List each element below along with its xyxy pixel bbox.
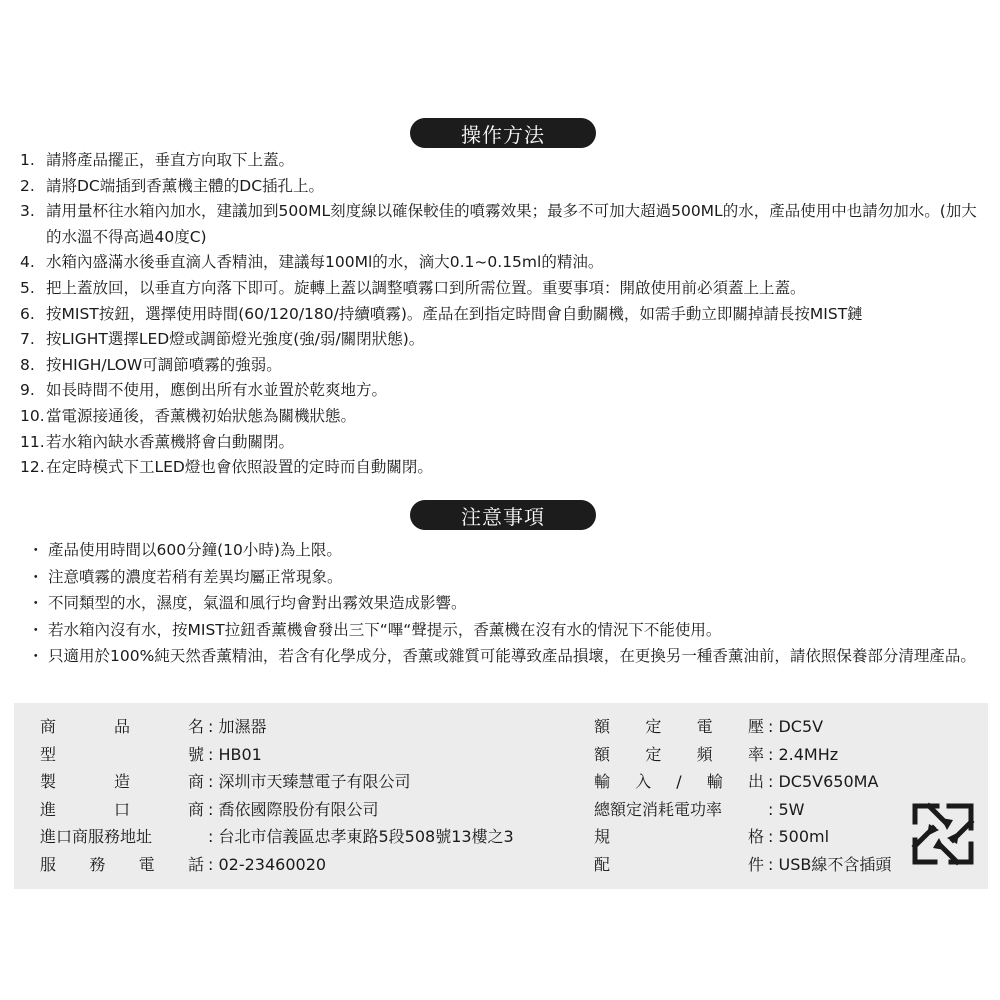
step-number: 11. bbox=[20, 432, 45, 451]
step-text: 按HIGH/LOW可調節噴霧的強弱。 bbox=[46, 355, 282, 374]
note-text: 注意噴霧的濃度若稍有差異均屬正常現象。 bbox=[48, 567, 343, 586]
bullet-icon: ・ bbox=[28, 647, 44, 665]
spec-label-char: 服 bbox=[40, 854, 57, 874]
bullet-icon: ・ bbox=[28, 541, 44, 559]
note-item bbox=[28, 564, 980, 591]
spec-value: : 2.4MHz bbox=[768, 744, 839, 764]
spec-value: : 深圳市天臻慧電子有限公司 bbox=[208, 772, 411, 791]
spec-row bbox=[594, 741, 891, 769]
spec-label-char: / bbox=[676, 772, 682, 791]
spec-label-char: 出 bbox=[747, 772, 764, 791]
step-number: 5. bbox=[20, 278, 35, 297]
spec-label-char: 電 bbox=[138, 854, 155, 874]
spec-label bbox=[40, 713, 204, 741]
spec-label-char: 額 bbox=[594, 717, 611, 736]
spec-label-char: 進 bbox=[40, 799, 57, 819]
spec-label bbox=[594, 713, 764, 741]
spec-label-char: 電 bbox=[696, 717, 713, 736]
spec-label bbox=[594, 768, 764, 796]
note-text: 若水箱內沒有水，按MIST拉鈕香薰機會發出三下“嗶“聲提示，香薰機在沒有水的情況下不能使用。 bbox=[48, 620, 722, 639]
spec-label-char: 格 bbox=[747, 827, 764, 846]
step-text: 請將DC端插到香薰機主體的DC插孔上。 bbox=[46, 176, 325, 195]
spec-label bbox=[594, 851, 764, 879]
step-number: 3. bbox=[20, 202, 35, 221]
note-item bbox=[28, 590, 980, 617]
spec-label-char: 商 bbox=[187, 772, 204, 791]
spec-row bbox=[40, 823, 514, 851]
step-number: 8. bbox=[20, 355, 35, 374]
spec-label-char: 號 bbox=[187, 744, 204, 764]
spec-row bbox=[594, 823, 891, 851]
step-number: 1. bbox=[20, 151, 35, 169]
step-item bbox=[20, 148, 980, 174]
spec-row bbox=[40, 741, 514, 769]
spec-value: : DC5V bbox=[768, 717, 824, 736]
bullet-icon: ・ bbox=[28, 567, 44, 586]
note-item bbox=[28, 537, 980, 564]
spec-label bbox=[594, 796, 764, 824]
spec-row bbox=[594, 851, 891, 879]
step-number: 9. bbox=[20, 381, 35, 400]
note-item bbox=[28, 617, 980, 644]
spec-label bbox=[40, 851, 204, 879]
note-text: 不同類型的水，濕度，氣溫和風行均會對出霧效果造成影響。 bbox=[48, 594, 467, 612]
step-text: 把上蓋放回，以垂直方向落下即可。旋轉上蓋以調整噴霧口到所需位置。重要事項：開啟使用前必須蓋上上蓋。 bbox=[46, 278, 806, 297]
spec-label bbox=[40, 796, 204, 824]
spec-value: : 台北市信義區忠孝東路5段508號13樓之3 bbox=[208, 827, 514, 846]
step-text: 當電源接通後，香薰機初始狀態為關機狀態。 bbox=[46, 406, 357, 425]
spec-label bbox=[594, 823, 764, 851]
spec-row bbox=[40, 768, 514, 796]
note-item bbox=[28, 643, 980, 670]
notes-list bbox=[28, 537, 980, 670]
step-number: 7. bbox=[20, 330, 35, 349]
spec-label-char: 進口商服務地址 bbox=[40, 827, 153, 846]
spec-label-char: 規 bbox=[594, 827, 611, 846]
spec-label-char: 造 bbox=[113, 772, 130, 791]
spec-label-char: 輸 bbox=[594, 772, 611, 791]
step-item bbox=[20, 353, 980, 379]
spec-value: : USB線不含插頭 bbox=[768, 854, 892, 874]
spec-value: : HB01 bbox=[208, 744, 262, 764]
spec-label-char: 頻 bbox=[696, 744, 713, 764]
spec-row bbox=[40, 851, 514, 879]
step-text: 請將產品擺正，垂直方向取下上蓋。 bbox=[46, 151, 295, 169]
step-item bbox=[20, 455, 980, 481]
spec-label-char: 配 bbox=[594, 854, 611, 874]
step-number: 2. bbox=[20, 176, 35, 195]
spec-value: : 500ml bbox=[768, 827, 830, 846]
step-text: 按LIGHT選擇LED燈或調節燈光強度(強/弱/關閉狀態)。 bbox=[46, 330, 425, 349]
step-item bbox=[20, 276, 980, 302]
step-text: 請用量杯往水箱內加水，建議加到500ML刻度線以確保較佳的噴霧效果；最多不可加大超過500ML的水，產品使用中也請勿加水。(加大的水溫不得高過40度C) bbox=[46, 202, 977, 246]
recycle-icon bbox=[907, 798, 979, 870]
spec-row bbox=[40, 713, 514, 741]
spec-row bbox=[594, 713, 891, 741]
spec-label-char: 型 bbox=[40, 744, 57, 764]
notes-title: 注意事項 bbox=[410, 500, 596, 530]
spec-label-char: 壓 bbox=[747, 717, 764, 736]
spec-value: : 5W bbox=[768, 799, 805, 819]
step-text: 如長時間不使用，應倒出所有水並置於乾爽地方。 bbox=[46, 381, 388, 400]
spec-label-char: 入 bbox=[635, 772, 652, 791]
step-number: 6. bbox=[20, 304, 35, 323]
bullet-icon: ・ bbox=[28, 620, 44, 639]
step-item bbox=[20, 404, 980, 430]
spec-label bbox=[40, 823, 204, 851]
step-number: 12. bbox=[20, 458, 45, 477]
spec-row bbox=[594, 768, 891, 796]
spec-label-char: 件 bbox=[747, 854, 764, 874]
spec-value: : 02-23460020 bbox=[208, 854, 327, 874]
spec-label-char: 商 bbox=[187, 799, 204, 819]
operation-steps bbox=[20, 148, 980, 481]
spec-row bbox=[40, 796, 514, 824]
spec-right-column bbox=[594, 713, 891, 878]
step-number: 10. bbox=[20, 406, 45, 425]
step-item bbox=[20, 430, 980, 456]
spec-label-char: 務 bbox=[89, 854, 106, 874]
step-text: 水箱內盛滿水後垂直滴人香精油，建議每100Ml的水，滴大0.1~0.15ml的精油。 bbox=[46, 253, 604, 272]
spec-row bbox=[594, 796, 891, 824]
step-item bbox=[20, 174, 980, 200]
note-text: 產品使用時間以600分鐘(10小時)為上限。 bbox=[48, 541, 342, 559]
spec-label bbox=[40, 741, 204, 769]
spec-value: : DC5V650MA bbox=[768, 772, 879, 791]
spec-label bbox=[594, 741, 764, 769]
step-item bbox=[20, 302, 980, 328]
step-text: 若水箱內缺水香薰機將會白動關閉。 bbox=[46, 432, 295, 451]
spec-left-column bbox=[40, 713, 514, 878]
spec-label-char: 額 bbox=[594, 744, 611, 764]
spec-value: : 加濕器 bbox=[208, 717, 267, 736]
note-text: 只適用於100%純天然香薰精油，若含有化學成分，香薰或雜質可能導致產品損壞，在更換另一種香薰油前，請依照保養部分清理產品。 bbox=[48, 647, 976, 665]
spec-label bbox=[40, 768, 204, 796]
spec-panel bbox=[14, 703, 988, 889]
step-item bbox=[20, 199, 980, 250]
step-item bbox=[20, 378, 980, 404]
spec-label-char: 口 bbox=[113, 799, 130, 819]
spec-label-char: 商 bbox=[40, 717, 57, 736]
spec-value: : 喬依國際股份有限公司 bbox=[208, 799, 379, 819]
spec-label-char: 品 bbox=[113, 717, 130, 736]
step-text: 在定時模式下工LED燈也會依照設置的定時而自動關閉。 bbox=[46, 458, 433, 477]
spec-label-char: 話 bbox=[187, 854, 204, 874]
spec-label-char: 名 bbox=[187, 717, 204, 736]
spec-label-char: 製 bbox=[40, 772, 57, 791]
step-item bbox=[20, 250, 980, 276]
step-text: 按MIST按鈕，選擇使用時間(60/120/180/持續噴霧)。產品在到指定時間會自動關機，如需手動立即關掉請長按MIST鏈 bbox=[46, 304, 863, 323]
spec-label-char: 定 bbox=[645, 717, 662, 736]
spec-label-char: 總額定消耗電功率 bbox=[594, 799, 723, 819]
bullet-icon: ・ bbox=[28, 594, 44, 612]
operation-title: 操作方法 bbox=[410, 118, 596, 148]
step-number: 4. bbox=[20, 253, 35, 272]
spec-label-char: 率 bbox=[747, 744, 764, 764]
step-item bbox=[20, 327, 980, 353]
spec-label-char: 定 bbox=[645, 744, 662, 764]
spec-label-char: 輸 bbox=[706, 772, 723, 791]
